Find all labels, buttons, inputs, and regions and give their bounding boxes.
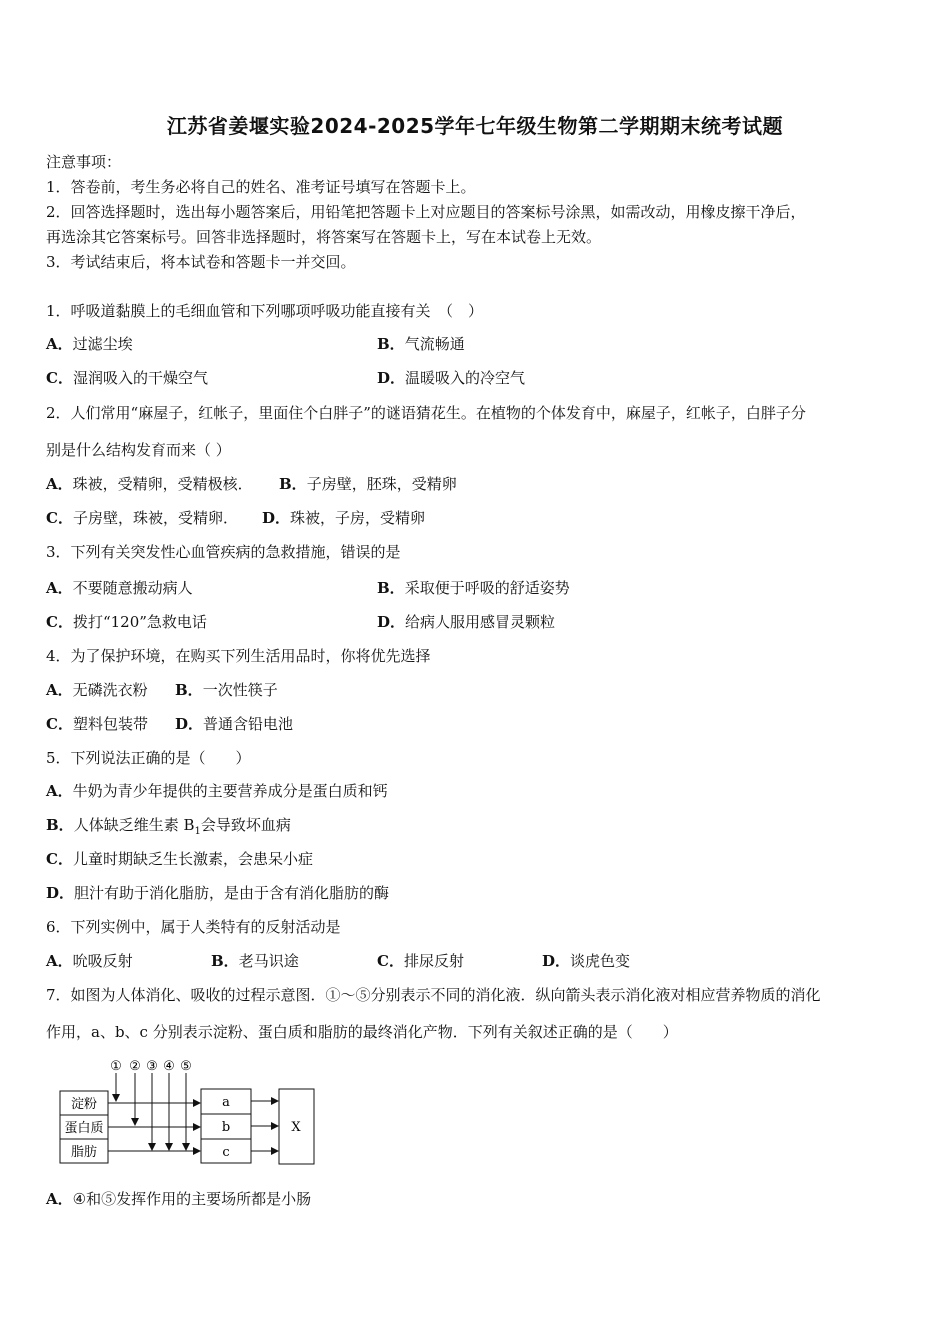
q1-option-d (377, 368, 525, 388)
q5-option-a (46, 781, 388, 801)
option-text: 塑料包装带 (72, 715, 148, 733)
option-text: 珠被，受精卵，受精极核． (72, 475, 253, 493)
nutrient-fat: 脂肪 (70, 1145, 98, 1160)
juice-label-3: ③ (146, 1059, 158, 1074)
option-text: 子房壁，胚珠，受精卵 (306, 475, 457, 493)
option-text: 气流畅通 (404, 335, 465, 353)
question-2-stem-cont: 别是什么结构发育而来（ ） (46, 441, 231, 459)
option-label: C． (46, 613, 73, 631)
q4-option-b (175, 680, 278, 700)
option-text: 珠被，子房，受精卵 (290, 509, 426, 527)
q6-option-a (46, 951, 133, 971)
option-label: A． (46, 681, 73, 699)
notice-heading: 注意事项： (46, 153, 122, 171)
option-label: D． (175, 715, 204, 733)
juice-label-4: ④ (163, 1059, 175, 1074)
notice-item: 1．答卷前，考生务必将自己的姓名、准考证号填写在答题卡上。 (46, 178, 476, 196)
product-c: c (222, 1145, 230, 1160)
option-label: D． (262, 509, 291, 527)
q2-option-a (46, 474, 253, 494)
option-text: 人体缺乏维生素 B (73, 816, 195, 834)
option-label: D． (377, 613, 406, 631)
q6-option-d (542, 951, 630, 971)
q6-option-c (377, 951, 464, 971)
option-label: C． (46, 850, 73, 868)
page-title: 江苏省姜堰实验2024-2025学年七年级生物第二学期期末统考试题 (166, 114, 784, 138)
option-label: D． (46, 884, 75, 902)
option-label: B． (377, 579, 405, 597)
question-6-stem: 6．下列实例中，属于人类特有的反射活动是 (46, 918, 341, 936)
question-5-stem: 5．下列说法正确的是（ ） (46, 749, 251, 767)
option-text: 子房壁，珠被，受精卵． (72, 509, 238, 527)
question-4-stem: 4．为了保护环境，在购买下列生活用品时，你将优先选择 (46, 647, 431, 665)
option-label: C． (46, 715, 73, 733)
option-label: A． (46, 475, 73, 493)
option-label: C． (377, 952, 404, 970)
q3-option-c (46, 612, 207, 632)
notice-item: 2．回答选择题时，选出每小题答案后，用铅笔把答题卡上对应题目的答案标号涂黑，如需改动，用橡皮擦干净后， (46, 203, 806, 221)
option-text: 老马识途 (238, 952, 299, 970)
q4-option-a (46, 680, 148, 700)
option-label: A． (46, 335, 73, 353)
q3-option-b (377, 578, 570, 598)
q5-option-d (46, 883, 389, 903)
q1-option-c (46, 368, 208, 388)
option-text: 排尿反射 (403, 952, 464, 970)
question-7-stem: 7．如图为人体消化、吸收的过程示意图．①～⑤分别表示不同的消化液．纵向箭头表示消化液对相应营养物质的消化 (46, 986, 821, 1004)
option-label: D． (377, 369, 406, 387)
product-b: b (221, 1120, 231, 1135)
option-text: 普通含铅电池 (203, 715, 294, 733)
q2-option-b (279, 474, 457, 494)
option-label: A． (46, 782, 73, 800)
option-text: 湿润吸入的干燥空气 (72, 369, 208, 387)
question-1-stem: 1．呼吸道黏膜上的毛细血管和下列哪项呼吸功能直接有关 （ ） (46, 302, 484, 320)
option-text: 一次性筷子 (202, 681, 278, 699)
option-text: 采取便于呼吸的舒适姿势 (404, 579, 570, 597)
option-text: 无磷洗衣粉 (72, 681, 148, 699)
subscript: 1 (194, 826, 201, 837)
question-2-stem: 2．人们常用“麻屋子，红帐子，里面住个白胖子”的谜语猜花生。在植物的个体发育中，麻屋子，红帐子，白胖子分 (46, 404, 806, 422)
juice-label-5: ⑤ (180, 1059, 192, 1074)
q3-option-d (377, 612, 555, 632)
option-text: 谈虎色变 (570, 952, 631, 970)
q7-option-a (46, 1189, 311, 1209)
option-text: 吮吸反射 (72, 952, 133, 970)
option-text: 儿童时期缺乏生长激素，会患呆小症 (72, 850, 313, 868)
q2-option-d (262, 508, 425, 528)
q4-option-d (175, 714, 293, 734)
option-text: ④和⑤发挥作用的主要场所都是小肠 (72, 1190, 312, 1208)
product-a: a (222, 1095, 230, 1110)
option-text: 不要随意搬动病人 (72, 579, 193, 597)
option-text: 给病人服用感冒灵颗粒 (405, 613, 556, 631)
q3-option-a (46, 578, 193, 598)
q5-option-b (46, 815, 291, 842)
option-label: B． (377, 335, 405, 353)
q6-option-b (211, 951, 299, 971)
question-7-stem-cont: 作用，a、b、c 分别表示淀粉、蛋白质和脂肪的最终消化产物．下列有关叙述正确的是（ ） (46, 1023, 678, 1041)
option-text: 牛奶为青少年提供的主要营养成分是蛋白质和钙 (72, 782, 388, 800)
option-label: B． (46, 816, 74, 834)
juice-label-1: ① (110, 1059, 122, 1074)
option-label: A． (46, 1190, 73, 1208)
option-label: C． (46, 509, 73, 527)
nutrient-starch: 淀粉 (70, 1097, 98, 1112)
option-label: A． (46, 579, 73, 597)
q1-option-a (46, 334, 133, 354)
digestion-diagram (50, 1052, 330, 1172)
option-label: B． (279, 475, 307, 493)
notice-item: 再选涂其它答案标号。回答非选择题时，将答案写在答题卡上，写在本试卷上无效。 (46, 228, 602, 246)
option-text: 拨打“120”急救电话 (72, 613, 207, 631)
option-text: 温暖吸入的冷空气 (405, 369, 526, 387)
question-3-stem: 3．下列有关突发性心血管疾病的急救措施，错误的是 (46, 543, 401, 561)
option-label: C． (46, 369, 73, 387)
result-x: X (291, 1120, 301, 1135)
q2-option-c (46, 508, 238, 528)
option-text: 会导致坏血病 (200, 816, 291, 834)
notice-item: 3．考试结束后，将本试卷和答题卡一并交回。 (46, 253, 356, 271)
q5-option-c (46, 849, 313, 869)
juice-label-2: ② (129, 1059, 141, 1074)
nutrient-protein: 蛋白质 (64, 1121, 104, 1136)
q4-option-c (46, 714, 148, 734)
option-label: D． (542, 952, 571, 970)
option-text: 过滤尘埃 (72, 335, 133, 353)
q1-option-b (377, 334, 465, 354)
option-text: 胆汁有助于消化脂肪，是由于含有消化脂肪的酶 (74, 884, 390, 902)
option-label: A． (46, 952, 73, 970)
option-label: B． (211, 952, 239, 970)
option-label: B． (175, 681, 203, 699)
